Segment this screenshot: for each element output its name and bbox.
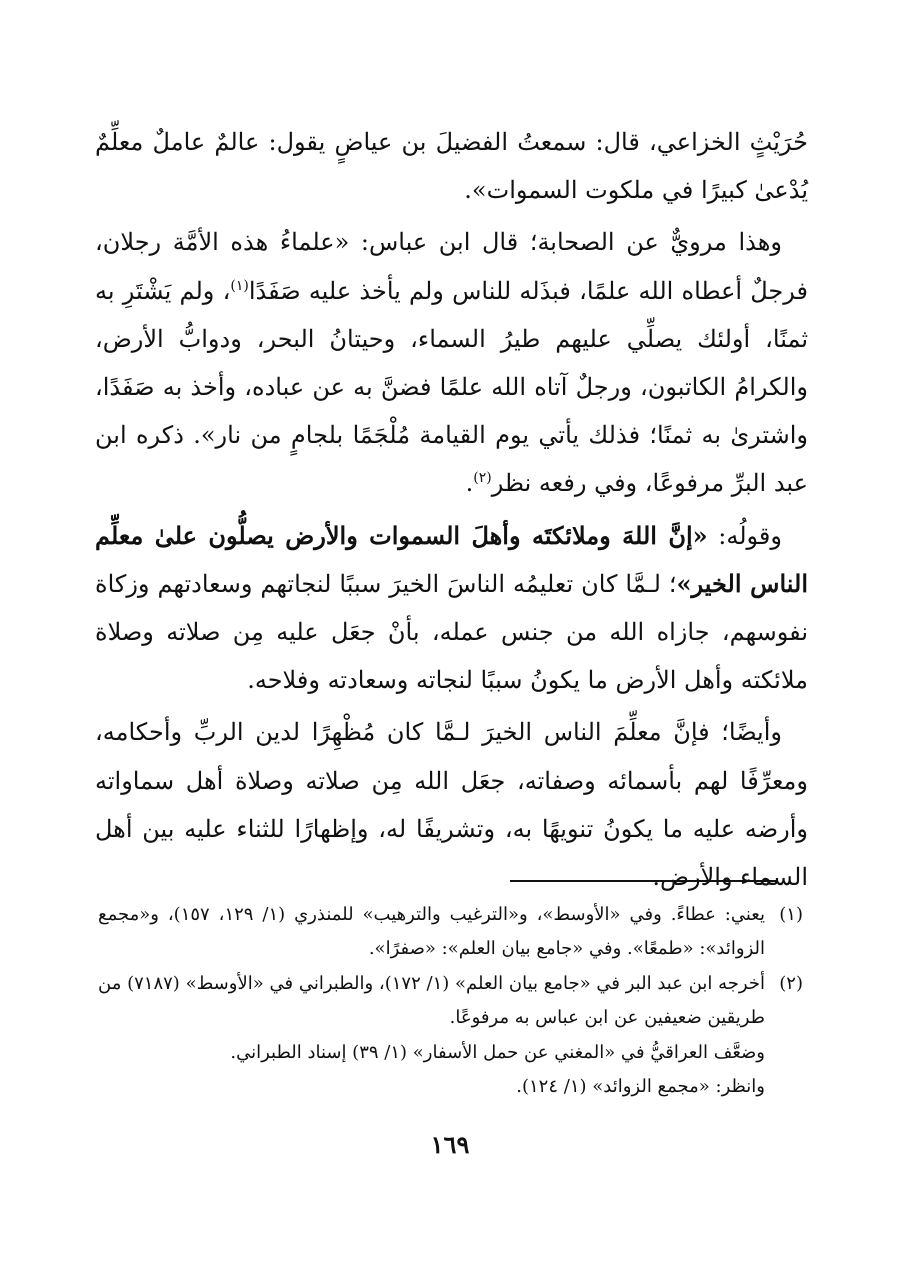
paragraph-3 xyxy=(95,512,808,705)
paragraph-2 xyxy=(95,218,808,507)
footnote-1-line-1: يعني: عطاءً. وفي «الأوسط»، و«الترغيب والترهيب» للمنذري (١/ ١٢٩، ١٥٧)، و«مجمع الزوائد»: «طمعًا». وفي «جامع بيان العلم»: «صفرًا». xyxy=(98,904,765,960)
page-number: ١٦٩ xyxy=(430,1130,470,1159)
footnote-2-line-3: وانظر: «مجمع الزوائد» (١/ ١٢٤). xyxy=(516,1076,765,1098)
footnote-1-number: (١) xyxy=(779,904,803,925)
footnote-2-line-2: وضعَّف العراقيُّ في «المغني عن حمل الأسفار» (١/ ٣٩) إسناد الطبراني. xyxy=(230,1041,765,1063)
paragraph-3-rest: ؛ لـمَّا كان تعليمُه الناسَ الخيرَ سببًا لنجاتهم وسعادتهم وزكاة نفوسهم، جازاه الله من جنس عمله، بأنْ جعَل عليه مِن صلاته وصلاة ملائكته وأهل الأرض ما يكونُ سببًا لنجاته وسعادته وفلاحه. xyxy=(95,569,809,695)
hadith-quote: «إنَّ اللهَ وملائكتَه وأهلَ السموات والأرض يصلُّون علىٰ معلِّم الناس الخير» xyxy=(95,520,808,598)
footnote-ref-2[interactable]: (٢) xyxy=(473,470,492,487)
footnote-1 xyxy=(98,898,803,967)
footnote-2-body xyxy=(98,967,765,1105)
paragraph-4: وأيضًا؛ فإنَّ معلِّمَ الناس الخيرَ لـمَّا كان مُظْهِرًا لدين الربِّ وأحكامه، ومعرِّفًا لهم بأسمائه وصفاته، جعَل الله مِن صلاته وصلاة أهل سماواته وأرضه عليه ما يكونُ تنويهًا به، وتشريفًا له، وإظهارًا للثناء عليه بين أهل السماء والأرض. xyxy=(95,718,808,892)
paragraph-2-part-1: وهذا مرويٌّ عن الصحابة؛ قال ابن عباس: «علماءُ هذه الأمَّة رجلان، فرجلٌ أعطاه الله علمًا، فبذَله للناس ولم يأخذ عليه صَفَدًا xyxy=(95,228,808,305)
paragraph-3-lead: وقولُه: xyxy=(707,521,782,550)
paragraph-2-part-2: ، ولم يَشْتَرِ به ثمنًا، أولئك يصلِّي عليهم طيرُ السماء، وحيتانُ البحر، ودوابُّ الأرض، والكرامُ الكاتبون، ورجلٌ آتاه الله علمًا فضنَّ به عن عباده، وأخذ به صَفَدًا، واشترىٰ به ثمنًا؛ فذلك يأتي يوم القيامة مُلْجَمًا بلجامٍ من نار». ذكره ابن عبد البرِّ مرفوعًا، وفي رفعه نظر xyxy=(95,276,808,498)
footnote-separator xyxy=(510,880,776,882)
paragraph-2-end: . xyxy=(465,469,474,498)
paragraph-1: حُرَيْثٍ الخزاعي، قال: سمعتُ الفضيلَ بن عياضٍ يقول: عالمٌ عاملٌ معلِّمٌ يُدْعىٰ كبيرًا في ملكوت السموات». xyxy=(95,128,808,205)
footnote-2-line-1: أخرجه ابن عبد البر في «جامع بيان العلم» (١/ ١٧٢)، والطبراني في «الأوسط» (٧١٨٧) من طريقين ضعيفين عن ابن عباس به مرفوعًا. xyxy=(98,972,765,1029)
footnote-2 xyxy=(98,967,803,1105)
footnote-2-number: (٢) xyxy=(779,972,803,994)
main-text xyxy=(95,118,808,901)
footnote-ref-1[interactable]: (١) xyxy=(230,277,249,294)
footnotes xyxy=(98,898,803,1104)
footnote-1-body xyxy=(98,898,765,967)
